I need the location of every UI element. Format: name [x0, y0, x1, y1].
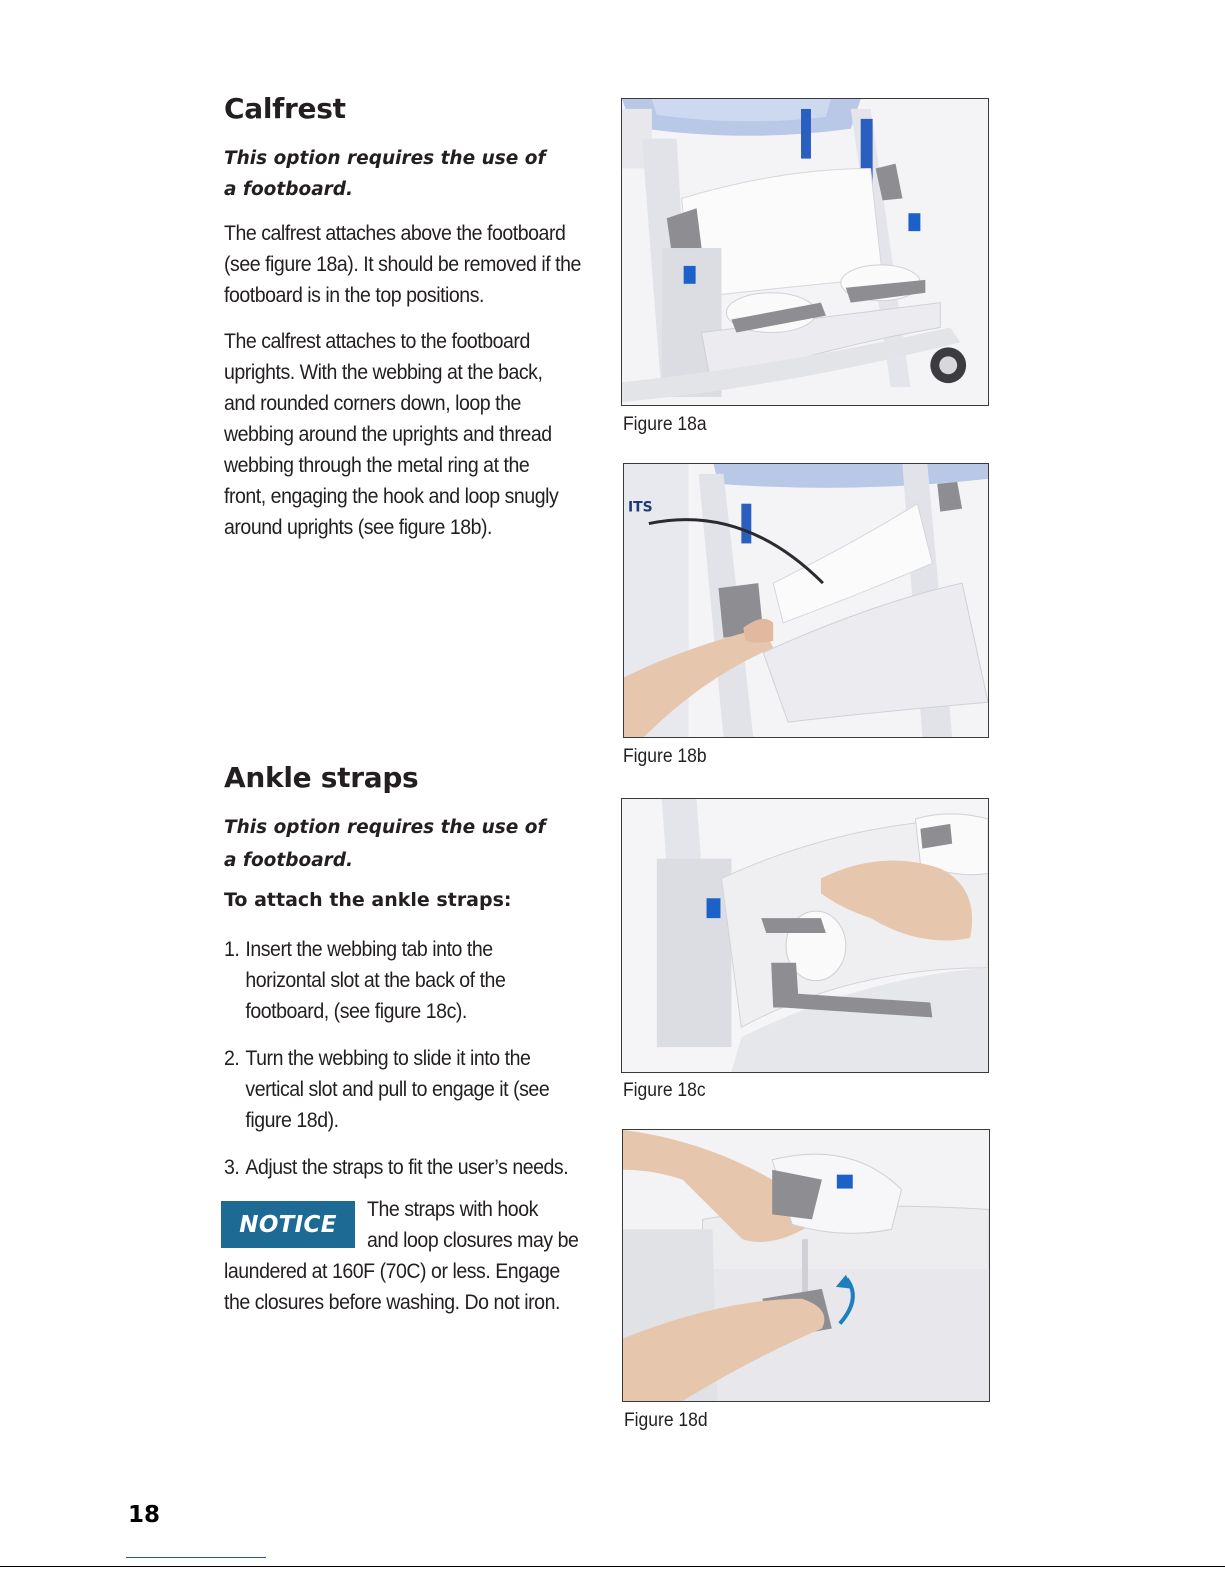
list-item — [224, 1043, 596, 1136]
figure-18c-caption: Figure 18c — [623, 1080, 706, 1101]
step-number: 2. — [224, 1047, 240, 1070]
footer-link-underline[interactable] — [126, 1557, 266, 1558]
calfrest-paragraph-2 — [224, 326, 596, 543]
text-line: Turn the webbing to slide it into the — [245, 1047, 531, 1070]
text-line: Adjust the straps to fit the user’s needs. — [245, 1156, 569, 1179]
ankle-subheading: To attach the ankle straps: — [224, 889, 512, 911]
text-line: figure 18d). — [245, 1109, 339, 1132]
page-number: 18 — [128, 1502, 161, 1528]
text-line: and rounded corners down, loop the — [224, 392, 521, 415]
text-line: and loop closures may be — [367, 1229, 579, 1252]
text-line: around uprights (see figure 18b). — [224, 516, 493, 539]
text-line: horizontal slot at the back of the — [245, 969, 506, 992]
notice-text-full — [224, 1256, 596, 1318]
ankle-requirement-line: This option requires the use of — [224, 817, 546, 838]
calfrest-requirement-line: This option requires the use of — [224, 148, 546, 169]
text-line: footboard, (see figure 18c). — [245, 1000, 467, 1023]
figure-18a-photo — [621, 98, 989, 406]
text-line: laundered at 160F (70C) or less. Engage — [224, 1260, 560, 1283]
brand-logo-text: ITS — [627, 499, 653, 516]
text-line: The straps with hook — [367, 1198, 538, 1221]
figure-18d-photo — [622, 1129, 990, 1402]
text-line: footboard is in the top positions. — [224, 284, 484, 307]
text-line: (see figure 18a). It should be removed if the — [224, 253, 581, 276]
ankle-strap-vertical-slot-image — [623, 1130, 989, 1401]
text-line: Insert the webbing tab into the — [245, 938, 493, 961]
text-line: front, engaging the hook and loop snugly — [224, 485, 559, 508]
figure-18c-photo — [621, 798, 989, 1073]
ankle-steps-list — [224, 934, 596, 1199]
ankle-strap-slot-image — [622, 799, 988, 1072]
figure-18b-caption: Figure 18b — [623, 746, 707, 767]
figure-18b-photo — [623, 463, 989, 738]
text-line: webbing through the metal ring at the — [224, 454, 530, 477]
footer-divider — [0, 1566, 1225, 1567]
step-number: 1. — [224, 938, 240, 961]
step-number: 3. — [224, 1156, 240, 1179]
calfrest-paragraph-1 — [224, 218, 596, 311]
ankle-straps-heading: Ankle straps — [224, 761, 419, 794]
text-line: The calfrest attaches to the footboard — [224, 330, 530, 353]
text-line: vertical slot and pull to engage it (see — [245, 1078, 550, 1101]
calfrest-heading: Calfrest — [224, 92, 346, 125]
text-line: webbing around the uprights and thread — [224, 423, 552, 446]
text-line: The calfrest attaches above the footboard — [224, 222, 566, 245]
list-item — [224, 1152, 596, 1183]
figure-18d-caption: Figure 18d — [624, 1410, 708, 1431]
calfrest-requirement-line: a footboard. — [224, 179, 354, 200]
ankle-requirement-line: a footboard. — [224, 850, 354, 871]
notice-badge: NOTICE — [221, 1201, 355, 1248]
calfrest-attach-image — [624, 464, 988, 737]
calfrest-requirement — [224, 143, 596, 205]
figure-18a-caption: Figure 18a — [623, 414, 707, 435]
text-line: the closures before washing. Do not iron. — [224, 1291, 560, 1314]
ankle-requirement — [224, 812, 596, 876]
notice-text-right — [367, 1194, 590, 1256]
list-item — [224, 934, 596, 1027]
text-line: uprights. With the webbing at the back, — [224, 361, 543, 384]
calfrest-chair-image — [622, 99, 988, 405]
